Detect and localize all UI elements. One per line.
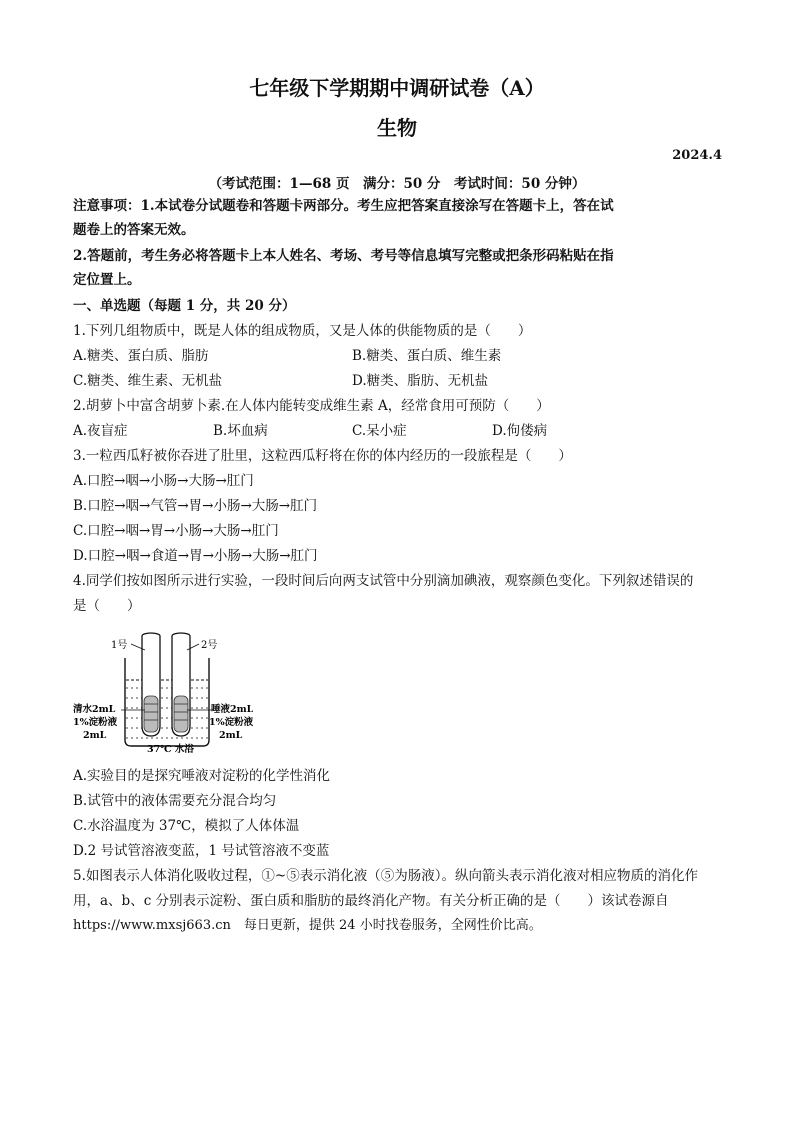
question-5-stem-line-2: 用，a、b、c 分别表示淀粉、蛋白质和脂肪的最终消化产物。有关分析正确的是（ ）该试卷源自 bbox=[73, 893, 669, 909]
question-5-stem-line-3: https://www.mxsj663.cn 每日更新，提供 24 小时找卷服务，全网性价比高。 bbox=[73, 918, 542, 933]
question-2-stem: 2.胡萝卜中富含胡萝卜素.在人体内能转变成维生素 A，经常食用可预防（ ） bbox=[73, 398, 550, 414]
right-label-line-2: 1%淀粉液 bbox=[209, 717, 253, 728]
notice-line-3: 2.答题前，考生务必将答题卡上本人姓名、考场、考号等信息填写完整或把条形码粘贴在指 bbox=[73, 248, 614, 264]
question-2-option-c: C.呆小症 bbox=[352, 423, 407, 439]
tube1-label: 1号 bbox=[111, 640, 128, 651]
exam-date: 2024.4 bbox=[672, 148, 722, 163]
tube2-label: 2号 bbox=[201, 640, 218, 651]
right-label-line-1: 唾液2mL bbox=[211, 704, 253, 715]
question-4-option-d: D.2 号试管溶液变蓝，1 号试管溶液不变蓝 bbox=[73, 843, 330, 859]
beaker-outline bbox=[125, 658, 209, 746]
question-3-stem: 3.一粒西瓜籽被你吞进了肚里，这粒西瓜籽将在你的体内经历的一段旅程是（ ） bbox=[73, 448, 572, 464]
question-3-option-b: B.口腔→咽→气管→胃→小肠→大肠→肛门 bbox=[73, 498, 318, 514]
left-label-line-2: 1%淀粉液 bbox=[73, 717, 118, 728]
question-1-option-d: D.糖类、脂肪、无机盐 bbox=[352, 373, 489, 389]
question-3-option-d: D.口腔→咽→食道→胃→小肠→大肠→肛门 bbox=[73, 548, 318, 564]
section-heading: 一、单选题（每题 1 分，共 20 分） bbox=[73, 298, 296, 314]
question-5-stem-line-1: 5.如图表示人体消化吸收过程，①~⑤表示消化液（⑤为肠液）。纵向箭头表示消化液对相应物质的消化作 bbox=[73, 868, 698, 884]
right-label-line-3: 2mL bbox=[219, 730, 243, 741]
notice-line-4: 定位置上。 bbox=[73, 272, 141, 288]
question-4-option-a: A.实验目的是探究唾液对淀粉的化学性消化 bbox=[73, 768, 331, 784]
water-bath-label: 37℃ 水浴 bbox=[147, 744, 194, 753]
notice-line-1: 注意事项：1.本试卷分试题卷和答题卡两部分。考生应把答案直接涂写在答题卡上，答在试 bbox=[73, 198, 614, 214]
test-tube-figure bbox=[73, 628, 253, 753]
question-4-option-c: C.水浴温度为 37℃，模拟了人体体温 bbox=[73, 818, 300, 834]
question-2-option-d: D.佝偻病 bbox=[492, 423, 548, 439]
question-1-option-a: A.糖类、蛋白质、脂肪 bbox=[73, 348, 209, 364]
exam-title: 七年级下学期期中调研试卷（A） bbox=[249, 76, 545, 100]
test-tube-1 bbox=[142, 633, 160, 736]
exam-subject: 生物 bbox=[377, 116, 417, 140]
question-2-option-b: B.坏血病 bbox=[213, 423, 268, 439]
left-label-line-1: 清水2mL bbox=[73, 704, 116, 715]
question-4-option-b: B.试管中的液体需要充分混合均匀 bbox=[73, 793, 277, 809]
question-3-option-c: C.口腔→咽→胃→小肠→大肠→肛门 bbox=[73, 523, 279, 539]
question-4-stem-line-2: 是（ ） bbox=[73, 598, 141, 614]
question-2-option-a: A.夜盲症 bbox=[73, 423, 128, 439]
question-1-option-c: C.糖类、维生素、无机盐 bbox=[73, 373, 223, 389]
exam-info: （考试范围：1—68 页 满分：50 分 考试时间：50 分钟） bbox=[208, 176, 586, 192]
question-4-stem-line-1: 4.同学们按如图所示进行实验，一段时间后向两支试管中分别滴加碘液，观察颜色变化。下列叙述错误的 bbox=[73, 573, 694, 589]
notice-line-2: 题卷上的答案无效。 bbox=[73, 222, 195, 238]
question-1-stem: 1.下列几组物质中，既是人体的组成物质，又是人体的供能物质的是（ ） bbox=[73, 323, 532, 339]
question-3-option-a: A.口腔→咽→小肠→大肠→肛门 bbox=[73, 473, 254, 489]
test-tube-2 bbox=[172, 633, 190, 736]
left-label-line-3: 2mL bbox=[83, 730, 107, 741]
question-1-option-b: B.糖类、蛋白质、维生素 bbox=[352, 348, 502, 364]
